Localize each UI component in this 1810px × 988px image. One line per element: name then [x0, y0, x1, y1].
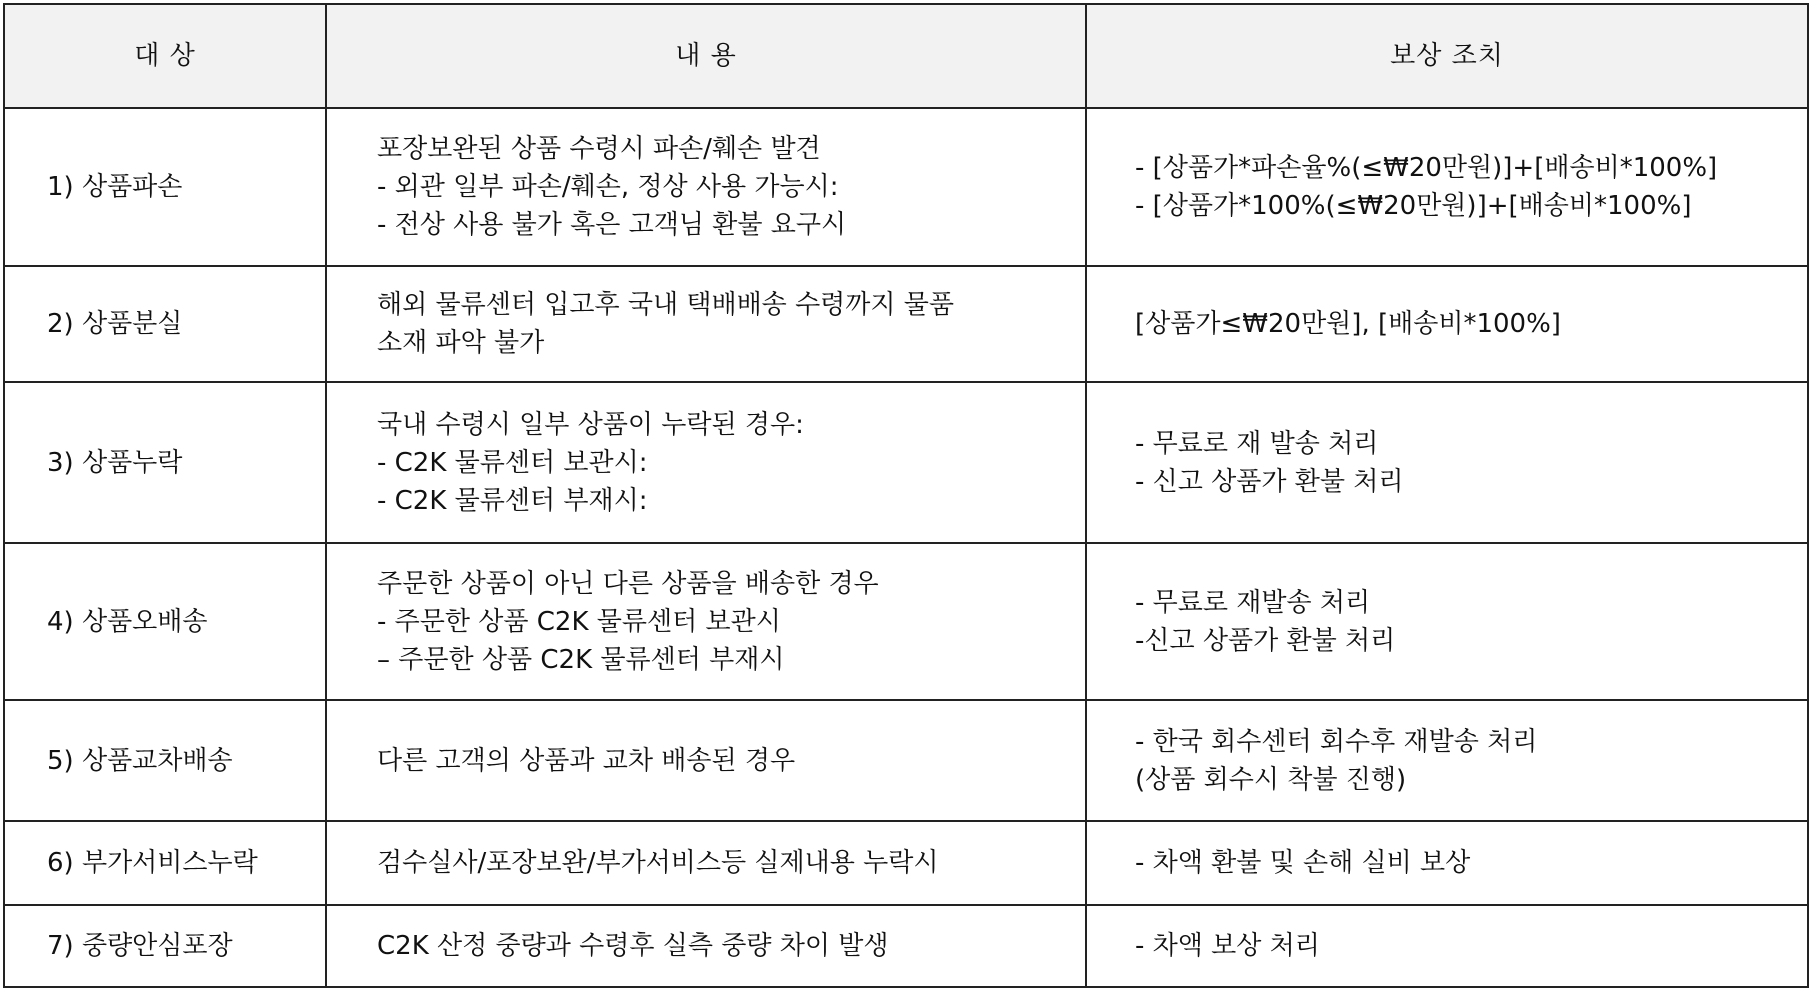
compensation-line: - 신고 상품가 환불 처리 [1135, 466, 1404, 497]
content-line: - 전상 사용 불가 혹은 고객님 환불 요구시 [377, 210, 847, 240]
row-compensation [1086, 108, 1808, 266]
compensation-line: (상품 회수시 착불 진행) [1135, 764, 1407, 795]
table-body [4, 108, 1808, 987]
content-line: 소재 파악 불가 [377, 328, 545, 358]
row-compensation [1086, 266, 1808, 382]
compensation-table [3, 3, 1809, 988]
content-line: - 외관 일부 파손/훼손, 정상 사용 가능시: [377, 172, 839, 202]
compensation-line: - 차액 보상 처리 [1135, 931, 1320, 961]
compensation-line: - 한국 회수센터 회수후 재발송 처리 [1135, 726, 1538, 757]
content-line: 주문한 상품이 아닌 다른 상품을 배송한 경우 [377, 568, 879, 599]
compensation-line: - [상품가*파손율%(≤₩20만원)]+[배송비*100%] [1135, 153, 1718, 183]
content-line: – 주문한 상품 C2K 물류센터 부재시 [377, 644, 785, 675]
row-content [326, 382, 1086, 543]
table-row [4, 382, 1808, 543]
row-target: 6) 부가서비스누락 [4, 821, 326, 905]
row-target: 1) 상품파손 [4, 108, 326, 266]
content-line: 포장보완된 상품 수령시 파손/훼손 발견 [377, 134, 821, 164]
compensation-line: -신고 상품가 환불 처리 [1135, 625, 1396, 656]
row-content [326, 266, 1086, 382]
header-compensation: 보상 조치 [1086, 4, 1808, 108]
row-content [326, 543, 1086, 700]
table-row [4, 700, 1808, 821]
row-compensation [1086, 543, 1808, 700]
content-line: - C2K 물류센터 부재시: [377, 485, 648, 516]
compensation-table-wrapper [3, 3, 1807, 988]
compensation-line: - 무료로 재발송 처리 [1135, 587, 1371, 618]
row-compensation [1086, 821, 1808, 905]
row-compensation [1086, 382, 1808, 543]
row-content [326, 700, 1086, 821]
compensation-line: - [상품가*100%(≤₩20만원)]+[배송비*100%] [1135, 191, 1692, 221]
row-target: 4) 상품오배송 [4, 543, 326, 700]
row-target: 3) 상품누락 [4, 382, 326, 543]
table-row [4, 821, 1808, 905]
row-compensation [1086, 905, 1808, 987]
content-line: 국내 수령시 일부 상품이 누락된 경우: [377, 409, 804, 440]
compensation-line: - 차액 환불 및 손해 실비 보상 [1135, 848, 1471, 878]
row-content [326, 821, 1086, 905]
content-line: 해외 물류센터 입고후 국내 택배배송 수령까지 물품 [377, 290, 955, 320]
table-header [4, 4, 1808, 108]
row-target: 2) 상품분실 [4, 266, 326, 382]
row-content [326, 905, 1086, 987]
content-line: 검수실사/포장보완/부가서비스등 실제내용 누락시 [377, 848, 939, 878]
compensation-line: [상품가≤₩20만원], [배송비*100%] [1135, 309, 1561, 339]
content-line: 다른 고객의 상품과 교차 배송된 경우 [377, 745, 796, 776]
row-target: 5) 상품교차배송 [4, 700, 326, 821]
table-row [4, 266, 1808, 382]
compensation-line: - 무료로 재 발송 처리 [1135, 428, 1379, 459]
header-row [4, 4, 1808, 108]
row-compensation [1086, 700, 1808, 821]
header-content: 내 용 [326, 4, 1086, 108]
content-line: - 주문한 상품 C2K 물류센터 보관시 [377, 606, 781, 637]
content-line: C2K 산정 중량과 수령후 실측 중량 차이 발생 [377, 931, 889, 961]
content-line: - C2K 물류센터 보관시: [377, 447, 648, 478]
table-row [4, 905, 1808, 987]
row-target: 7) 중량안심포장 [4, 905, 326, 987]
table-row [4, 108, 1808, 266]
row-content [326, 108, 1086, 266]
header-target: 대 상 [4, 4, 326, 108]
table-row [4, 543, 1808, 700]
